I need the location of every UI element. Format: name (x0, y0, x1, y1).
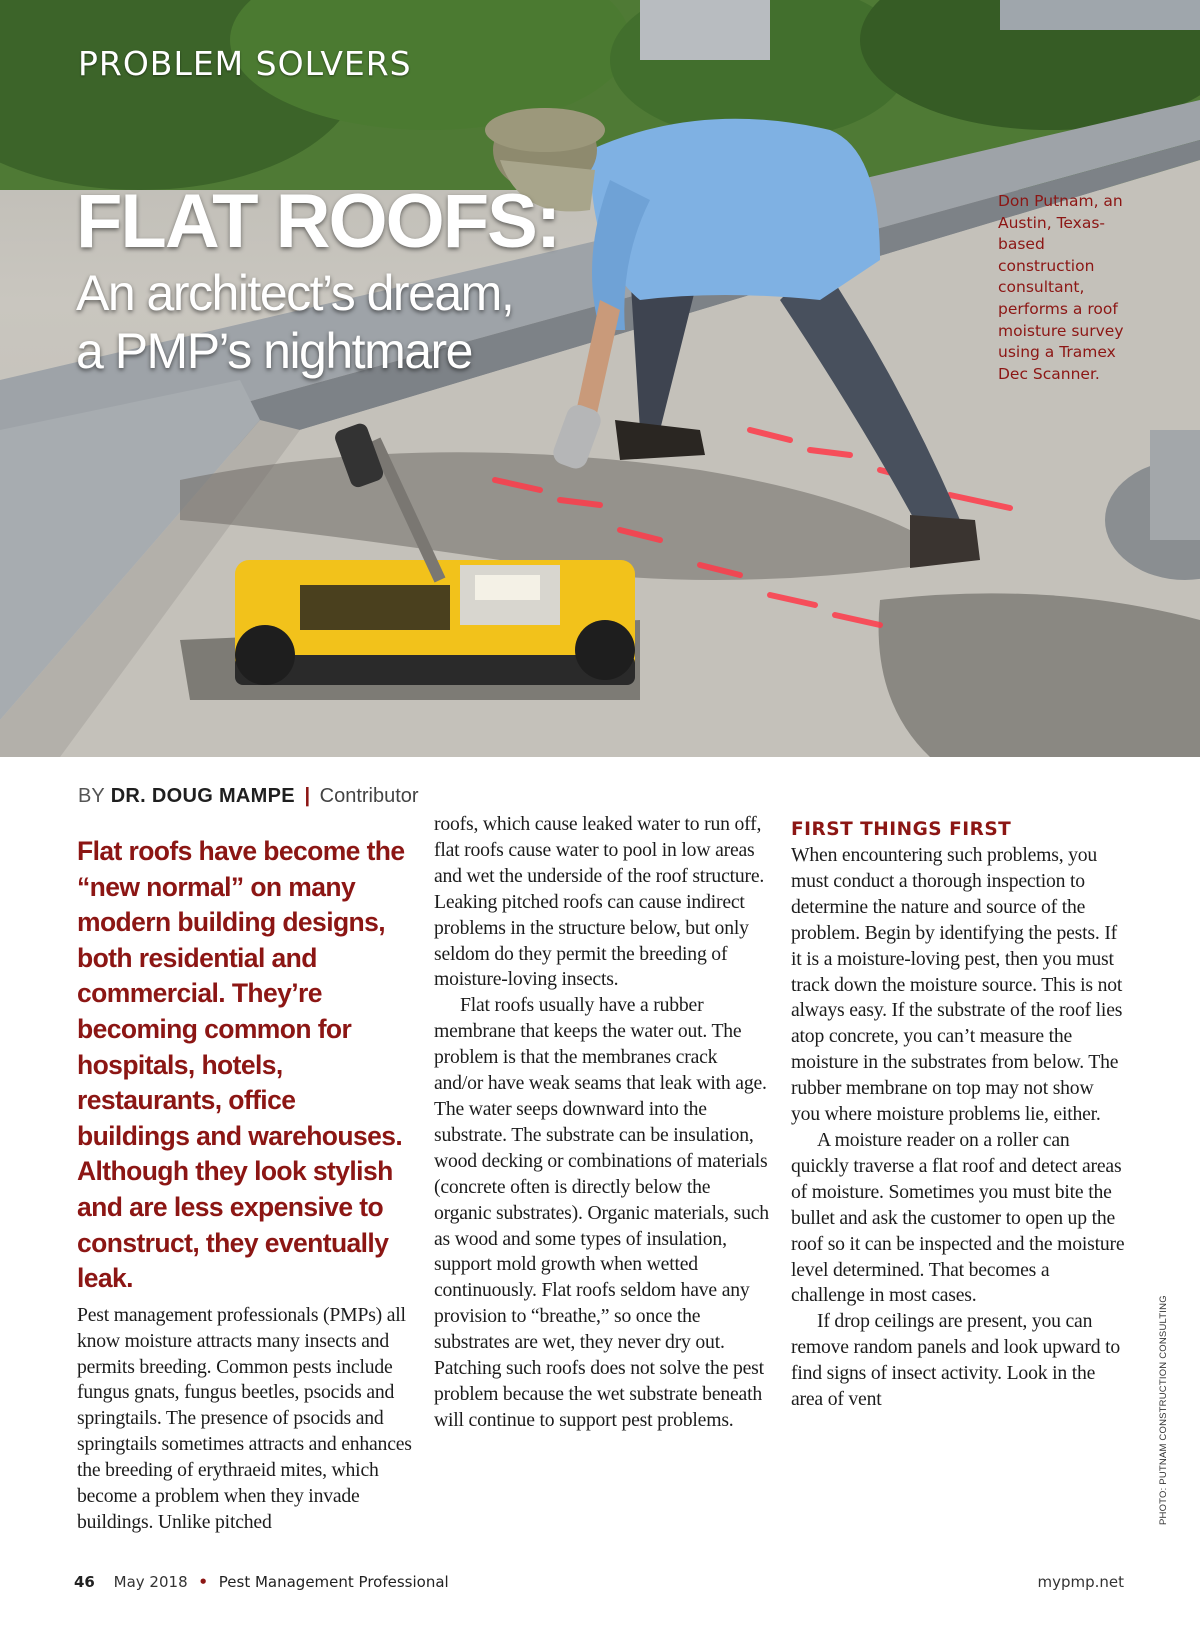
byline-author: DR. DOUG MAMPE (110, 785, 295, 807)
article-subheadline (76, 264, 596, 380)
byline-prefix: BY (78, 785, 105, 807)
article-column-3 (791, 820, 1126, 1413)
subhead-line-1: An architect’s dream, (76, 265, 514, 321)
subhead-line-2: a PMP’s nightmare (76, 323, 472, 379)
page-footer (74, 1573, 1124, 1597)
paragraph: A moisture reader on a roller can quickly traverse a flat roof and detect areas of moisture. Sometimes you must bite the bullet and ask the customer to open up the roof so it can be inspected and the moisture level determined. That becomes a challenge in most cases. (791, 1128, 1125, 1307)
paragraph: Pest management professionals (PMPs) all know moisture attracts many insects and permits breeding. Common pests include fungus gnats, fungus beetles, psocids and springtails. The presence of psocids and springtails sometimes attracts and enhances the breeding of erythraeid mites, which become a problem when they invade buildings. Unlike pitched (77, 1303, 412, 1533)
issue-date: May 2018 (113, 1573, 188, 1591)
publication-name: Pest Management Professional (218, 1573, 449, 1591)
hero-photo (0, 0, 1200, 757)
page-number: 46 (74, 1573, 95, 1591)
section-label: PROBLEM SOLVERS (78, 44, 412, 83)
pull-quote: Flat roofs have become the “new normal” on many modern building designs, both residential and commercial. They’re becoming common for hospitals, hotels, restaurants, office buildings and warehouses. Although they look stylish and are less expensive to construct, they eventually leak. (77, 836, 405, 1294)
section-heading: FIRST THINGS FIRST (791, 819, 1012, 840)
website-link[interactable]: mypmp.net (1037, 1573, 1124, 1591)
paragraph: Flat roofs usually have a rubber membrane that keeps the water out. The problem is that the membranes crack and/or have weak seams that leak with age. The water seeps downward into the substrate. The substrate can be insulation, wood decking or combinations of materials (concrete often is directly below the organic substrates). Organic materials, such as wood and some types of insulation, support mold growth when wetted continuously. Flat roofs seldom have any provision to “breathe,” so once the substrates are wet, they never dry out. Patching such roofs does not solve the pest problem because the wet substrate beneath will continue to support pest problems. (434, 994, 769, 1431)
photo-credit: PHOTO: PUTNAM CONSTRUCTION CONSULTING (1158, 1295, 1169, 1525)
paragraph: roofs, which cause leaked water to run off, flat roofs cause water to pool in low areas and wet the underside of the roof structure. Leaking pitched roofs can cause indirect problems in the structure below, but only seldom do they permit the breeding of moisture-loving insects. (434, 813, 765, 991)
bullet-separator: • (198, 1573, 208, 1591)
article-headline: FLAT ROOFS: (76, 179, 560, 264)
paragraph: When encountering such problems, you must conduct a thorough inspection to determine the nature and source of the problem. Begin by identifying the pests. If it is a moisture-loving pest, then you must track down the moisture source. This is not always easy. If the substrate of the roof lies atop concrete, you can’t measure the moisture in the substrates from below. The rubber membrane on top may not show you where moisture problems lie, either. (791, 844, 1123, 1126)
paragraph: If drop ceilings are present, you can remove random panels and look upward to find signs of insect activity. Look in the area of vent (791, 1310, 1120, 1411)
photo-caption: Don Putnam, an Austin, Texas-based construction consultant, performs a roof moisture survey using a Tramex Dec Scanner. (998, 192, 1124, 383)
article-column-1 (77, 834, 412, 1536)
article-column-2 (434, 812, 769, 1434)
byline (78, 785, 419, 808)
byline-role: Contributor (319, 785, 419, 807)
byline-separator: | (304, 785, 311, 807)
